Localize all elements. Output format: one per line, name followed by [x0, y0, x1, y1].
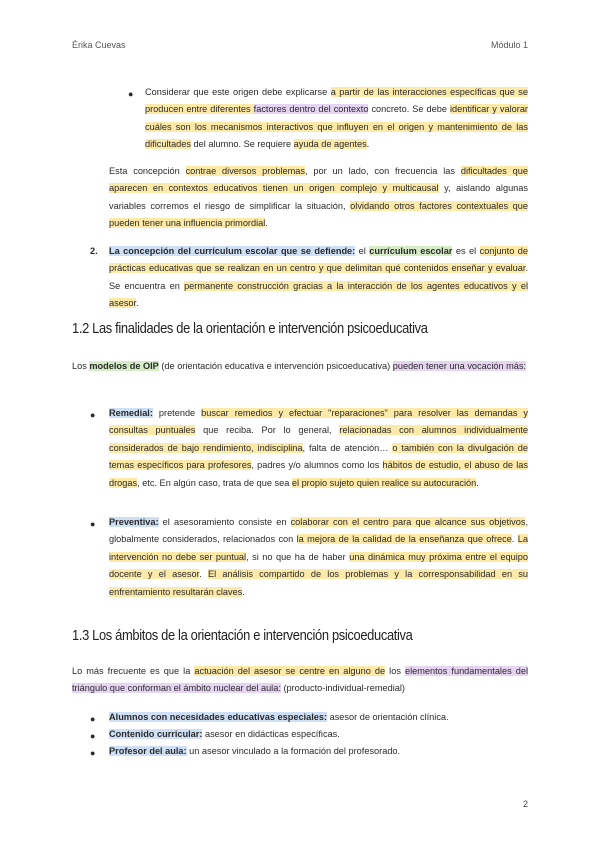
list-item-contenido-curricular: Contenido curricular: asesor en didácticas específicas. [109, 729, 340, 739]
item-concepcion-curriculum: La concepción del currículum escolar que se defiende: el currículum escolar es el conjunto de prácticas educativas que se realizan en un centro y que delimitan qué contenidos enseñar y evaluar. Se encuentra en permanente construcción gracias a la interacción de los agentes educativos y el asesor. [109, 246, 528, 309]
bullet-icon: ● [90, 714, 96, 724]
page-number: 2 [522, 799, 528, 809]
header-module: Módulo 1 [490, 40, 528, 50]
bullet-preventiva: Preventiva: el asesoramiento consiste en colaborar con el centro para que alcance sus objetivos, globalmente considerados, relacionados con la mejora de la calidad de la enseñanza que ofrece. La intervención no debe ser puntual, si no que ha de haber una dinámica muy próxima entre el equipo docente y el asesor. El análisis compartido de los problemas y la corresponsabilidad en su enfrentamiento resultarán claves. [109, 517, 528, 597]
paragraph-modelos-oip: Los modelos de OIP (de orientación educativa e intervención psicoeducativa) pueden tener una vocación más: [72, 361, 527, 371]
paragraph-ambitos: Lo más frecuente es que la actuación del asesor se centre en alguno de los elementos fundamentales del triángulo que conforman el ámbito nuclear del aula: (producto-individual-remedial) [72, 666, 528, 694]
bullet-icon: ● [90, 748, 96, 758]
bullet-icon: ● [128, 89, 134, 99]
bullet-icon: ● [90, 410, 96, 420]
bullet-considerar: Considerar que este origen debe explicarse a partir de las interacciones específicas que se producen entre diferentes factores dentro del contexto concreto. Se debe identificar y valorar cuáles son los mecanismos interactivos que influyen en el origen y mantenimiento de las dificultades del alumno. Se requiere ayuda de agentes. [145, 87, 529, 150]
bullet-icon: ● [90, 519, 96, 529]
header-author: Érika Cuevas [72, 40, 126, 50]
section-title-1-2: 1.2 Las finalidades de la orientación e intervención psicoeducativa [72, 320, 428, 337]
bullet-remedial: Remedial: pretende buscar remedios y efectuar "reparaciones" para resolver las demandas y consultas puntuales que reciba. Por lo general, relacionadas con alumnos individualmente considerados de bajo rendimiento, indisciplina, falta de atención… o también con la divulgación de temas específicos para profesores, padres y/o alumnos como los hábitos de estudio, el abuso de las drogas, etc. En algún caso, trata de que sea el propio sujeto quien realice su autocuración. [109, 408, 528, 488]
bullet-icon: ● [90, 731, 96, 741]
list-number-2: 2. [90, 246, 98, 256]
section-title-1-3: 1.3 Los ámbitos de la orientación e intervención psicoeducativa [72, 627, 413, 644]
list-item-profesor-aula: Profesor del aula: un asesor vinculado a la formación del profesorado. [109, 746, 401, 756]
list-item-alumnos-nee: Alumnos con necesidades educativas especiales: asesor de orientación clínica. [109, 712, 449, 722]
paragraph-esta-concepcion: Esta concepción contrae diversos problemas, por un lado, con frecuencia las dificultades que aparecen en contextos educativos tienen un origen complejo y multicausal y, aislando algunas variables corremos el riesgo de simplificar la situación, olvidando otros factores contextuales que pueden tener una influencia primordial. [109, 166, 528, 229]
